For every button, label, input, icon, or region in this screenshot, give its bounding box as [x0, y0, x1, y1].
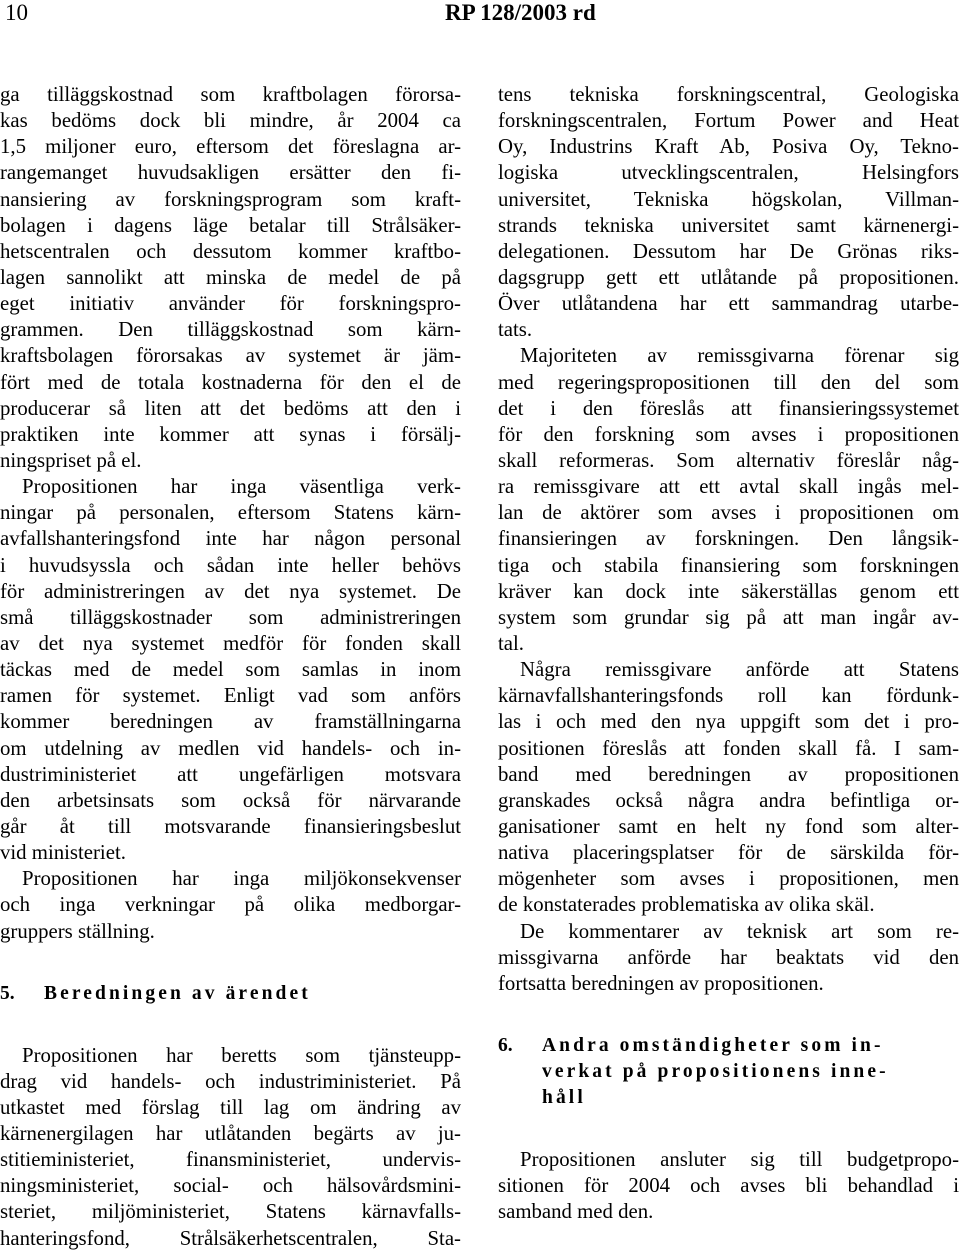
section-title-line: verkat på propositionens inne- [542, 1060, 889, 1082]
text-line: tens tekniska forskningscentral, Geologiska [498, 83, 959, 106]
paragraph [498, 82, 959, 343]
text-line: ga tilläggskostnad som kraftbolagen förorsa- [0, 83, 461, 106]
page-header [0, 0, 960, 32]
text-line: täckas med de medel som samlas in inom [0, 658, 461, 682]
text-line: steriet, miljöministeriet, Statens kärnavfalls- [0, 1200, 461, 1224]
running-title: RP 128/2003 rd [445, 0, 596, 25]
text-line: tal. [498, 631, 524, 655]
section-title: Beredningen av ärendet [44, 982, 311, 1004]
page-number: 10 [5, 0, 28, 25]
text-line: ra remissgivare att ett avtal skall ingås mel- [498, 475, 959, 499]
text-line: för administreringen av det nya systemet. De [0, 579, 461, 603]
text-line: om utdelning av medlen vid handels- och in- [0, 736, 461, 760]
right-column [498, 82, 959, 1225]
text-line: det i den föreslås att finansieringssystemet [498, 396, 959, 420]
text-line: av det nya systemet medför för fonden skall [0, 631, 461, 655]
text-line: små tilläggskostnader som administreringen [0, 605, 461, 629]
text-line: vid ministeriet. [0, 841, 126, 865]
text-line: ramen för systemet. Enligt vad som anförs [0, 684, 461, 708]
text-line: kärnenergilagen har utlåtanden begärts av ju- [0, 1122, 461, 1146]
text-line: praktiken inte kommer att synas i försälj- [0, 422, 461, 446]
text-line: system som grundar sig på att man ingår av- [498, 605, 959, 629]
section-heading-6 [498, 1033, 959, 1111]
text-line: band med beredningen av propositionen [498, 762, 959, 786]
text-line: strands tekniska universitet samt kärnenergi- [498, 213, 959, 237]
paragraph [498, 343, 959, 657]
text-line: dustriministeriet att ungefärligen motsvara [0, 762, 461, 786]
text-line: utkastet med förslag till lag om ändring av [0, 1095, 461, 1119]
text-line: tiga och stabila finansiering som forskningen [498, 553, 959, 577]
text-line: den arbetsinsats som också för närvarande [0, 788, 461, 812]
text-line: Propositionen har inga miljökonsekvenser [22, 867, 461, 891]
text-line: Över utlåtandena har ett sammandrag utarbe- [498, 292, 959, 316]
text-line: delegationen. Dessutom har De Grönas riks- [498, 239, 959, 263]
text-line: gruppers ställning. [0, 919, 155, 943]
paragraph [498, 1147, 959, 1225]
section-number: 5. [0, 982, 15, 1004]
text-line: grammen. Den tilläggskostnad som kärn- [0, 318, 461, 342]
paragraph [0, 474, 461, 866]
text-line: missgivarna anförde har beaktats vid den [498, 945, 959, 969]
text-line: med regeringspropositionen till den del som [498, 370, 959, 394]
text-line: skall reformeras. Som alternativ föreslår någ- [498, 448, 959, 472]
text-line: avfallshanteringsfond inte har någon personal [0, 527, 461, 551]
text-line: logiska utvecklingscentralen, Helsingfors [498, 161, 959, 185]
text-line: samband med den. [498, 1200, 654, 1224]
section-heading-5 [0, 981, 461, 1007]
text-line: kärnavfallshanteringsfonds roll kan fördunk- [498, 684, 959, 708]
text-line: tats. [498, 318, 533, 342]
text-line: ningsministeriet, social- och hälsovårdsmini- [0, 1174, 461, 1198]
text-line: dagsgrupp gett ett utlåtande på propositionen. [498, 265, 959, 289]
text-line: ningspriset på el. [0, 448, 142, 472]
paragraph [498, 657, 959, 918]
text-line: forskningscentralen, Fortum Power and Heat [498, 109, 959, 133]
text-line: kas bedöms dock bli mindre, år 2004 ca [0, 109, 461, 133]
text-line: hetscentralen och dessutom kommer kraftbo- [0, 239, 461, 263]
text-line: nansiering av forskningsprogram som kraft- [0, 187, 461, 211]
text-line: stitieministeriet, finansministeriet, undervis- [0, 1148, 461, 1172]
text-line: positionen föreslås att fonden skall få. I sam- [498, 736, 959, 760]
paragraph [0, 1043, 461, 1252]
text-line: De kommentarer av teknisk art som re- [520, 919, 959, 943]
paragraph [0, 82, 461, 474]
text-line: går åt till motsvarande finansieringsbeslut [0, 814, 461, 838]
paragraph [498, 919, 959, 997]
text-line: nativa placeringsplatser för de särskilda för- [498, 841, 959, 865]
text-line: och inga verkningar på olika medborgar- [0, 893, 461, 917]
text-line: producerar så liten att det bedöms att den i [0, 396, 461, 420]
text-line: lagen sannolikt att minska de medel de på [0, 265, 461, 289]
text-line: fortsatta beredningen av propositionen. [498, 971, 824, 995]
text-line: fört med de totala kostnaderna för den el de [0, 370, 461, 394]
text-line: Propositionen har inga väsentliga verk- [22, 475, 461, 499]
text-line: hanteringsfond, Strålsäkerhetscentralen, Sta- [0, 1226, 461, 1250]
text-line: de konstaterades problematiska av olika skäl. [498, 893, 875, 917]
text-line: 1,5 miljoner euro, eftersom det föreslagna ar- [0, 135, 461, 159]
text-line: Propositionen ansluter sig till budgetpropo- [520, 1147, 959, 1171]
text-line: finansieringen av forskningen. Den långsik- [498, 527, 959, 551]
text-line: bolagen i dagens läge betalar till Strålsäker- [0, 213, 461, 237]
text-line: kraftsbolagen förorsakas av systemet är jäm- [0, 344, 461, 368]
text-line: rangemanget huvudsakligen ersätter den fi- [0, 161, 461, 185]
text-line: Oy, Industrins Kraft Ab, Posiva Oy, Tekno- [498, 135, 959, 159]
text-line: granskades också några andra befintliga or- [498, 788, 959, 812]
text-line: kräver kan dock inte säkerställas genom ett [498, 579, 959, 603]
text-line: universitet, Tekniska högskolan, Villman- [498, 187, 959, 211]
text-line: drag vid handels- och industriministeriet. På [0, 1069, 461, 1093]
left-column [0, 82, 461, 1252]
text-line: ningar på personalen, eftersom Statens kärn- [0, 501, 461, 525]
text-line: las i och med den nya uppgift som det i pro- [498, 710, 959, 734]
text-line: i huvudsyssla och sådan inte heller behövs [0, 553, 461, 577]
text-line: kommer beredningen av framställningarna [0, 710, 461, 734]
text-line: Majoriteten av remissgivarna förenar sig [520, 344, 959, 368]
section-title-line: håll [542, 1086, 586, 1108]
text-line: Några remissgivare anförde att Statens [520, 658, 959, 682]
paragraph [0, 866, 461, 944]
text-line: sitionen för 2004 och avses bli behandlad i [498, 1174, 959, 1198]
text-line: lan de aktörer som avses i propositionen om [498, 501, 959, 525]
text-line: eget initiativ använder för forskningspro- [0, 292, 461, 316]
section-title-line: Andra omständigheter som in- [542, 1034, 884, 1056]
text-line: för den forskning som avses i propositionen [498, 422, 959, 446]
text-line: ganisationer samt en helt ny fond som alter- [498, 814, 959, 838]
text-line: mögenheter som avses i propositionen, men [498, 867, 959, 891]
section-number: 6. [498, 1034, 513, 1056]
text-line: Propositionen har beretts som tjänsteupp- [22, 1043, 461, 1067]
